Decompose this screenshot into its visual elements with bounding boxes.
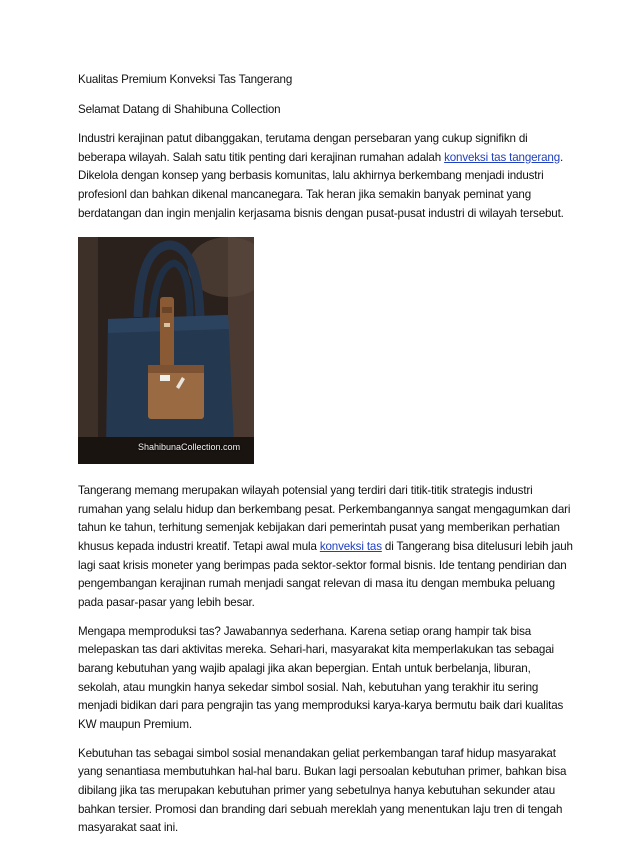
tote-bag-photo: [78, 237, 254, 464]
paragraph-history: [78, 482, 574, 612]
image-watermark: ShahibunaCollection.com: [138, 441, 241, 452]
document-body: [78, 71, 574, 848]
paragraph-intro: [78, 130, 574, 223]
paragraph-text: di Tangerang bisa ditelusuri lebih jauh lagi saat krisis moneter yang berimpas pada sektor-sektor formal bisnis. Ide tentang pendirian dan pengembangan kerajinan rumah menjadi sangat relevan di masa itu dengan membuka peluang pada pasar-pasar yang lebih besar.: [78, 539, 573, 609]
link-konveksi-tas[interactable]: konveksi tas: [319, 539, 382, 553]
greeting-line: Selamat Datang di Shahibuna Collection: [78, 102, 281, 116]
paragraph-text: Industri kerajinan patut dibanggakan, terutama dengan persebaran yang cukup signifikn di beberapa wilayah. Salah satu titik penting dari kerajinan rumahan adalah: [78, 132, 528, 164]
document-title: Kualitas Premium Konveksi Tas Tangerang: [78, 73, 293, 86]
paragraph-why-bags: Mengapa memproduksi tas? Jawabannya sederhana. Karena setiap orang hampir tak bisa melepaskan tas dari aktivitas mereka. Sehari-hari, masyarakat kita memperlakukan tas sebagai barang kebutuhan yang wajib apalagi jika akan bepergian. Entah untuk berbelanja, liburan, sekolah, atau mungkin hanya sekedar simbol sosial. Nah, kebutuhan yang terakhir itu sering menjadi bidikan dari para pengrajin tas yang memproduksi karya-karya bermutu baik dari kualitas KW maupun Premium.: [78, 624, 564, 731]
link-konveksi-tas-tangerang[interactable]: konveksi tas tangerang: [444, 150, 561, 164]
paragraph-text: Tangerang memang merupakan wilayah potensial yang terdiri dari titik-titik strategis industri rumahan yang selalu hidup dan berkembang pesat. Perkembangannya sangat mengagumkan dari tahun ke tahun, terhitung semenjak kebijakan dari pemerintah pusat yang memberikan perhatian khusus kepada industri kreatif. Tetapi awal mula: [78, 484, 571, 553]
tote-bag-illustration: [78, 237, 254, 464]
paragraph-text: . Dikelola dengan konsep yang berbasis komunitas, lalu akhirnya berkembang menjadi industri profesionl dan bahkan dikenal mancanegara. Tak heran jika semakin banyak peminat yang berdatangan dan ingin menjalin kerjasama bisnis dengan pusat-pusat industri di wilayah tersebut.: [78, 150, 564, 220]
paragraph-social-symbol: Kebutuhan tas sebagai simbol sosial menandakan geliat perkembangan taraf hidup masyarakat yang senantiasa membutuhkan hal-hal baru. Bukan lagi persoalan kebutuhan primer, bahkan bisa dibilang jika tas merupakan kebutuhan primer yang sebetulnya hanya kebutuhan sekunder atau bahkan tersier. Promosi dan branding dari sebuah mereklah yang menentukan laju tren di tengah masyarakat saat ini.: [78, 746, 567, 835]
